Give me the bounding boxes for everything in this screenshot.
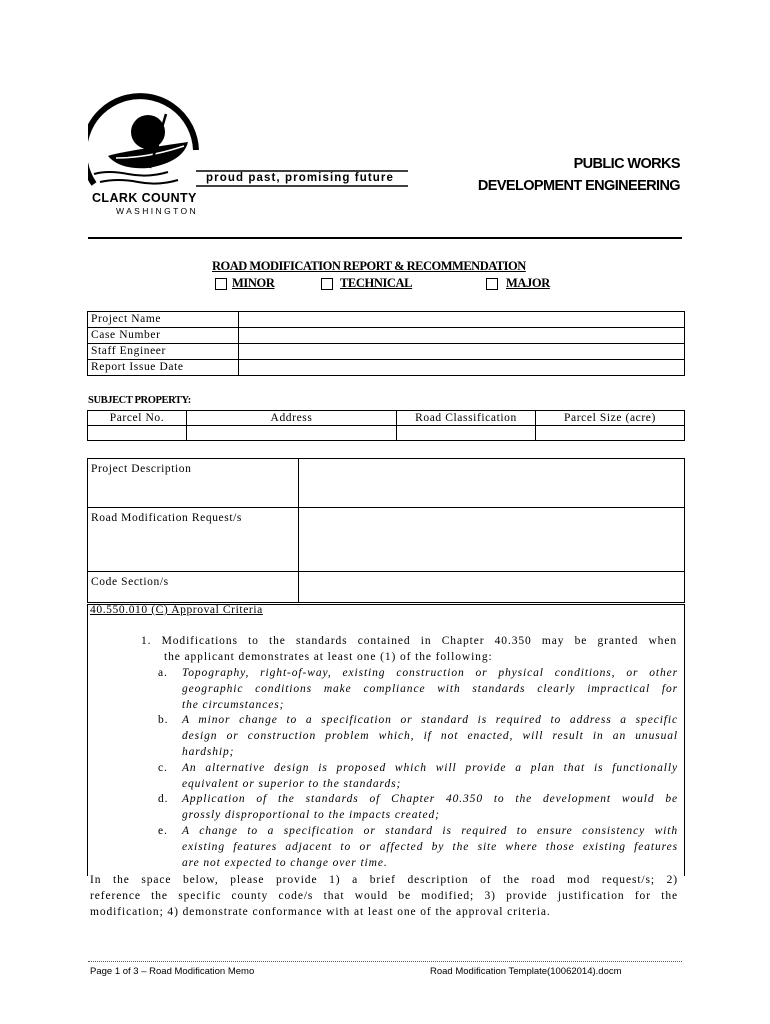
case-number-field[interactable]: [239, 328, 685, 344]
parcel-size-header: Parcel Size (acre): [536, 411, 685, 426]
major-label: MAJOR: [506, 276, 550, 290]
criteria-item-line: equivalent or superior to the standards;: [182, 777, 402, 790]
subject-property-table: [87, 410, 685, 441]
dept-line-1: PUBLIC WORKS: [573, 156, 680, 172]
road-classification-header: Road Classification: [397, 411, 536, 426]
dept-line-2: DEVELOPMENT ENGINEERING: [477, 178, 680, 194]
criteria-intro-2: the applicant demonstrates at least one (1) of the following:: [164, 651, 493, 663]
road-classification-field[interactable]: [397, 426, 536, 441]
criteria-item-line: grossly disproportional to the impacts created;: [182, 809, 440, 822]
minor-checkbox[interactable]: [215, 278, 227, 290]
criteria-item-line: are not expected to change over time.: [182, 856, 388, 869]
footer-right: Road Modification Template(10062014).docm: [430, 966, 622, 977]
report-issue-date-label: Report Issue Date: [88, 360, 239, 376]
parcel-no-field[interactable]: [88, 426, 187, 441]
criteria-item-line: hardship;: [182, 746, 235, 758]
instruction-line-1: In the space below, please provide 1) a brief description of the road mod request/s; 2): [90, 874, 678, 886]
footer-left: Page 1 of 3 – Road Modification Memo: [90, 966, 255, 977]
criteria-item-line: Application of the standards of Chapter 40.350 to the development would be: [182, 793, 678, 806]
table-row: [88, 312, 685, 328]
table-header-row: [88, 411, 685, 426]
table-row: [88, 508, 685, 572]
minor-label: MINOR: [232, 276, 275, 290]
table-row: [88, 459, 685, 508]
criteria-item-line: An alternative design is proposed which will provide a plan that is functionally: [182, 761, 678, 774]
criteria-item-letter: a.: [158, 667, 168, 679]
criteria-item-line: geographic conditions make compliance with standards clearly impractical for: [182, 682, 678, 695]
form-title: ROAD MODIFICATION REPORT & RECOMMENDATION: [212, 259, 526, 273]
code-sections-field[interactable]: [299, 572, 685, 603]
case-number-label: Case Number: [88, 328, 239, 344]
parcel-no-header: Parcel No.: [88, 411, 187, 426]
subject-property-heading: SUBJECT PROPERTY:: [88, 395, 191, 406]
table-row: [88, 328, 685, 344]
clark-county-logo: [88, 92, 418, 228]
project-description-label: Project Description: [88, 459, 299, 508]
instruction-line-2: reference the specific county code/s that would be modified; 3) provide justification for the: [90, 890, 678, 902]
table-row: [88, 360, 685, 376]
criteria-title: 40.550.010 (C) Approval Criteria: [90, 604, 263, 616]
criteria-item-line: existing features adjacent to or affected by the site where those existing features: [182, 840, 678, 853]
criteria-item-letter: b.: [158, 714, 169, 727]
criteria-item-letter: c.: [158, 761, 168, 774]
staff-engineer-label: Staff Engineer: [88, 344, 239, 360]
criteria-intro-1: 1. Modifications to the standards contained in Chapter 40.350 may be granted when: [141, 635, 677, 647]
criteria-item-line: Topography, right-of-way, existing construction or physical conditions, or other: [182, 667, 678, 679]
address-header: Address: [187, 411, 397, 426]
criteria-item-line: A minor change to a specification or standard is required to address a specific: [182, 714, 678, 727]
staff-engineer-field[interactable]: [239, 344, 685, 360]
footer-rule: [88, 961, 682, 962]
address-field[interactable]: [187, 426, 397, 441]
technical-label: TECHNICAL: [340, 276, 413, 290]
project-description-field[interactable]: [299, 459, 685, 508]
technical-checkbox[interactable]: [321, 278, 333, 290]
major-checkbox[interactable]: [486, 278, 498, 290]
description-table: [87, 458, 685, 603]
parcel-size-field[interactable]: [536, 426, 685, 441]
logo-county: CLARK COUNTY: [92, 191, 197, 205]
logo-tagline: proud past, promising future: [206, 172, 394, 184]
table-row: [88, 344, 685, 360]
table-row: [88, 426, 685, 441]
code-sections-label: Code Section/s: [88, 572, 299, 603]
table-row: [88, 572, 685, 603]
criteria-item-line: design or construction problem which, if not enacted, will result in an unusual: [182, 730, 678, 743]
report-issue-date-field[interactable]: [239, 360, 685, 376]
project-info-table: [87, 311, 685, 376]
project-name-label: Project Name: [88, 312, 239, 328]
header-rule: [88, 237, 682, 239]
instruction-line-3: modification; 4) demonstrate conformance with at least one of the approval criteria.: [90, 906, 551, 918]
road-mod-request-field[interactable]: [299, 508, 685, 572]
road-mod-request-label: Road Modification Request/s: [88, 508, 299, 572]
criteria-item-letter: d.: [158, 793, 169, 806]
logo-state: WASHINGTON: [116, 206, 199, 216]
criteria-item-line: the circumstances;: [182, 698, 285, 711]
criteria-item-letter: e.: [158, 825, 168, 837]
criteria-item-line: A change to a specification or standard is required to ensure consistency with: [182, 825, 678, 837]
project-name-field[interactable]: [239, 312, 685, 328]
